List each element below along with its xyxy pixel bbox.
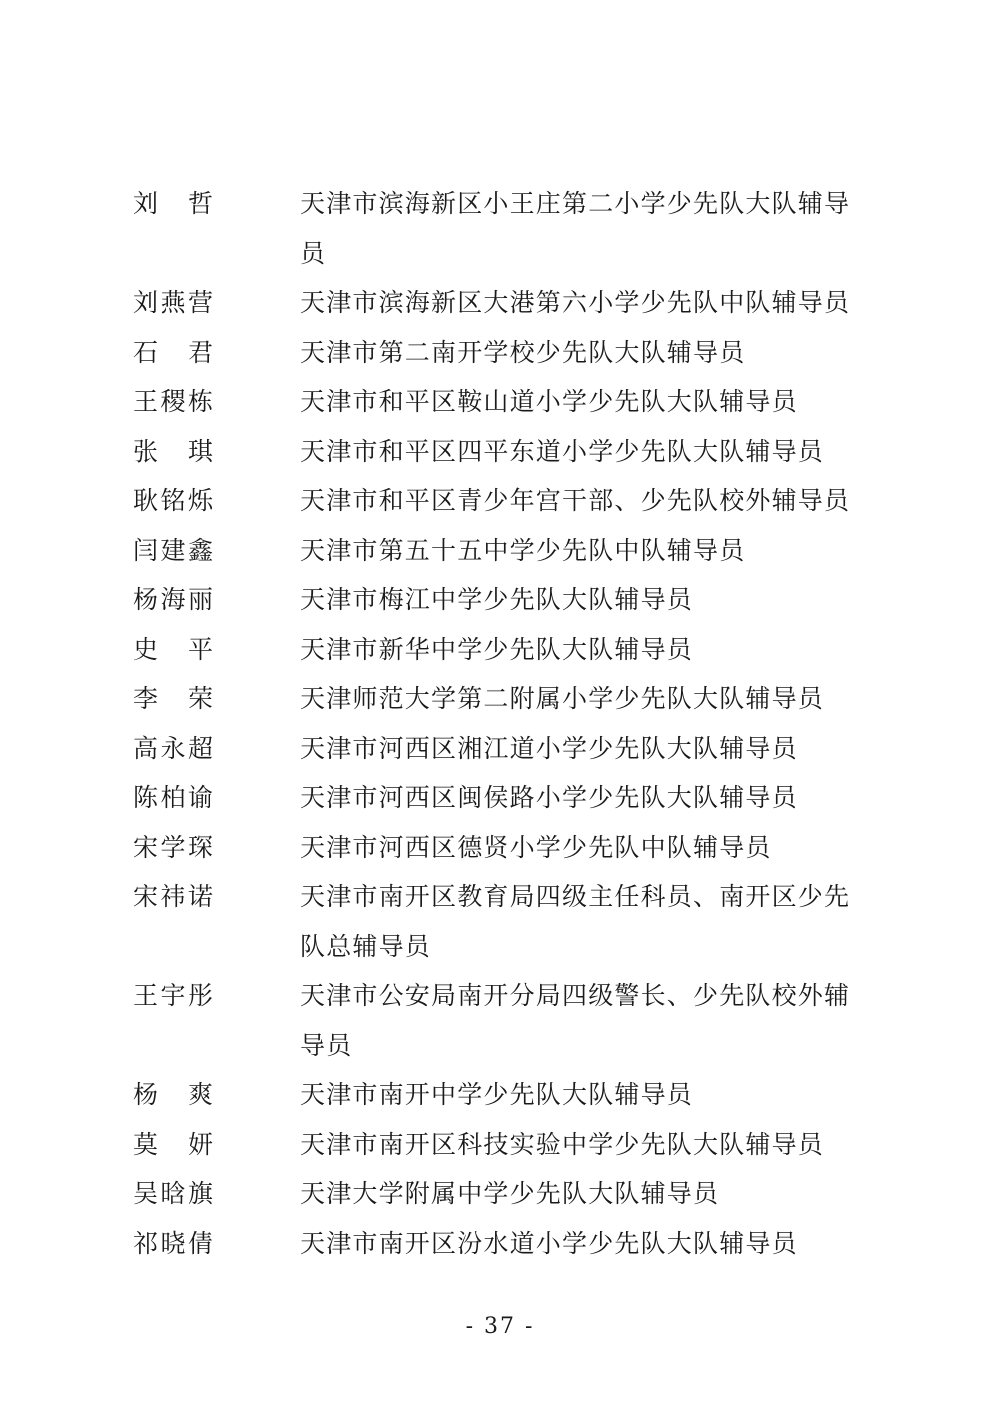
honoree-role: 天津市河西区德贤小学少先队中队辅导员 xyxy=(300,832,772,862)
honoree-name: 宋祎诺 xyxy=(133,882,213,911)
list-item xyxy=(133,278,893,328)
honoree-role: 天津师范大学第二附属小学少先队大队辅导员 xyxy=(300,684,825,713)
list-item xyxy=(133,575,893,625)
honoree-role: 天津市南开区科技实验中学少先队大队辅导员 xyxy=(300,1129,825,1159)
honoree-role: 天津市和平区青少年宫干部、少先队校外辅导员 xyxy=(300,486,851,515)
honoree-name: 闫建鑫 xyxy=(133,535,213,565)
list-item xyxy=(133,179,893,278)
honoree-role: 天津市第二南开学校少先队大队辅导员 xyxy=(300,337,746,367)
honoree-role: 天津市河西区湘江道小学少先队大队辅导员 xyxy=(300,733,798,763)
list-item xyxy=(133,872,893,971)
honoree-role: 天津市和平区四平东道小学少先队大队辅导员 xyxy=(300,436,825,466)
list-item xyxy=(133,971,893,1070)
list-item xyxy=(133,476,893,526)
honoree-role: 天津市和平区鞍山道小学少先队大队辅导员 xyxy=(300,387,798,416)
list-item xyxy=(133,427,893,477)
honoree-list xyxy=(133,179,893,1268)
honoree-name: 耿铭烁 xyxy=(133,486,213,515)
honoree-name: 吴晗旗 xyxy=(133,1179,213,1208)
honoree-role: 天津市滨海新区小王庄第二小学少先队大队辅导员 xyxy=(300,189,851,268)
honoree-role: 天津市南开区汾水道小学少先队大队辅导员 xyxy=(300,1228,798,1258)
honoree-name: 陈柏谕 xyxy=(133,783,213,812)
list-item xyxy=(133,377,893,427)
honoree-name: 王稷栋 xyxy=(133,387,213,416)
list-item xyxy=(133,1120,893,1170)
honoree-role: 天津市河西区闽侯路小学少先队大队辅导员 xyxy=(300,783,798,812)
honoree-role: 天津市新华中学少先队大队辅导员 xyxy=(300,634,694,664)
honoree-name: 李荣 xyxy=(133,684,213,713)
honoree-name: 刘哲 xyxy=(133,189,213,218)
honoree-role: 天津大学附属中学少先队大队辅导员 xyxy=(300,1179,720,1208)
list-item xyxy=(133,328,893,378)
honoree-name: 史平 xyxy=(133,634,213,664)
list-item xyxy=(133,625,893,675)
honoree-name: 宋学琛 xyxy=(133,832,213,862)
honoree-name: 杨爽 xyxy=(133,1080,213,1109)
honoree-name: 高永超 xyxy=(133,733,213,763)
list-item xyxy=(133,1169,893,1219)
list-item xyxy=(133,1219,893,1269)
honoree-role: 天津市公安局南开分局四级警长、少先队校外辅导员 xyxy=(300,981,851,1060)
honoree-name: 张琪 xyxy=(133,436,213,466)
page-number: - 37 - xyxy=(465,1314,535,1339)
honoree-role: 天津市第五十五中学少先队中队辅导员 xyxy=(300,535,746,565)
honoree-name: 莫妍 xyxy=(133,1129,213,1159)
honoree-name: 杨海丽 xyxy=(133,585,213,614)
list-item xyxy=(133,724,893,774)
honoree-name: 王宇彤 xyxy=(133,981,213,1010)
list-item xyxy=(133,1070,893,1120)
list-item xyxy=(133,674,893,724)
honoree-role: 天津市南开中学少先队大队辅导员 xyxy=(300,1080,694,1109)
list-item xyxy=(133,823,893,873)
honoree-role: 天津市滨海新区大港第六小学少先队中队辅导员 xyxy=(300,288,851,317)
honoree-role: 天津市南开区教育局四级主任科员、南开区少先队总辅导员 xyxy=(300,882,851,961)
list-item xyxy=(133,773,893,823)
honoree-name: 祁晓倩 xyxy=(133,1228,213,1258)
honoree-role: 天津市梅江中学少先队大队辅导员 xyxy=(300,585,694,614)
list-item xyxy=(133,526,893,576)
honoree-name: 石君 xyxy=(133,337,213,367)
honoree-name: 刘燕营 xyxy=(133,288,213,317)
